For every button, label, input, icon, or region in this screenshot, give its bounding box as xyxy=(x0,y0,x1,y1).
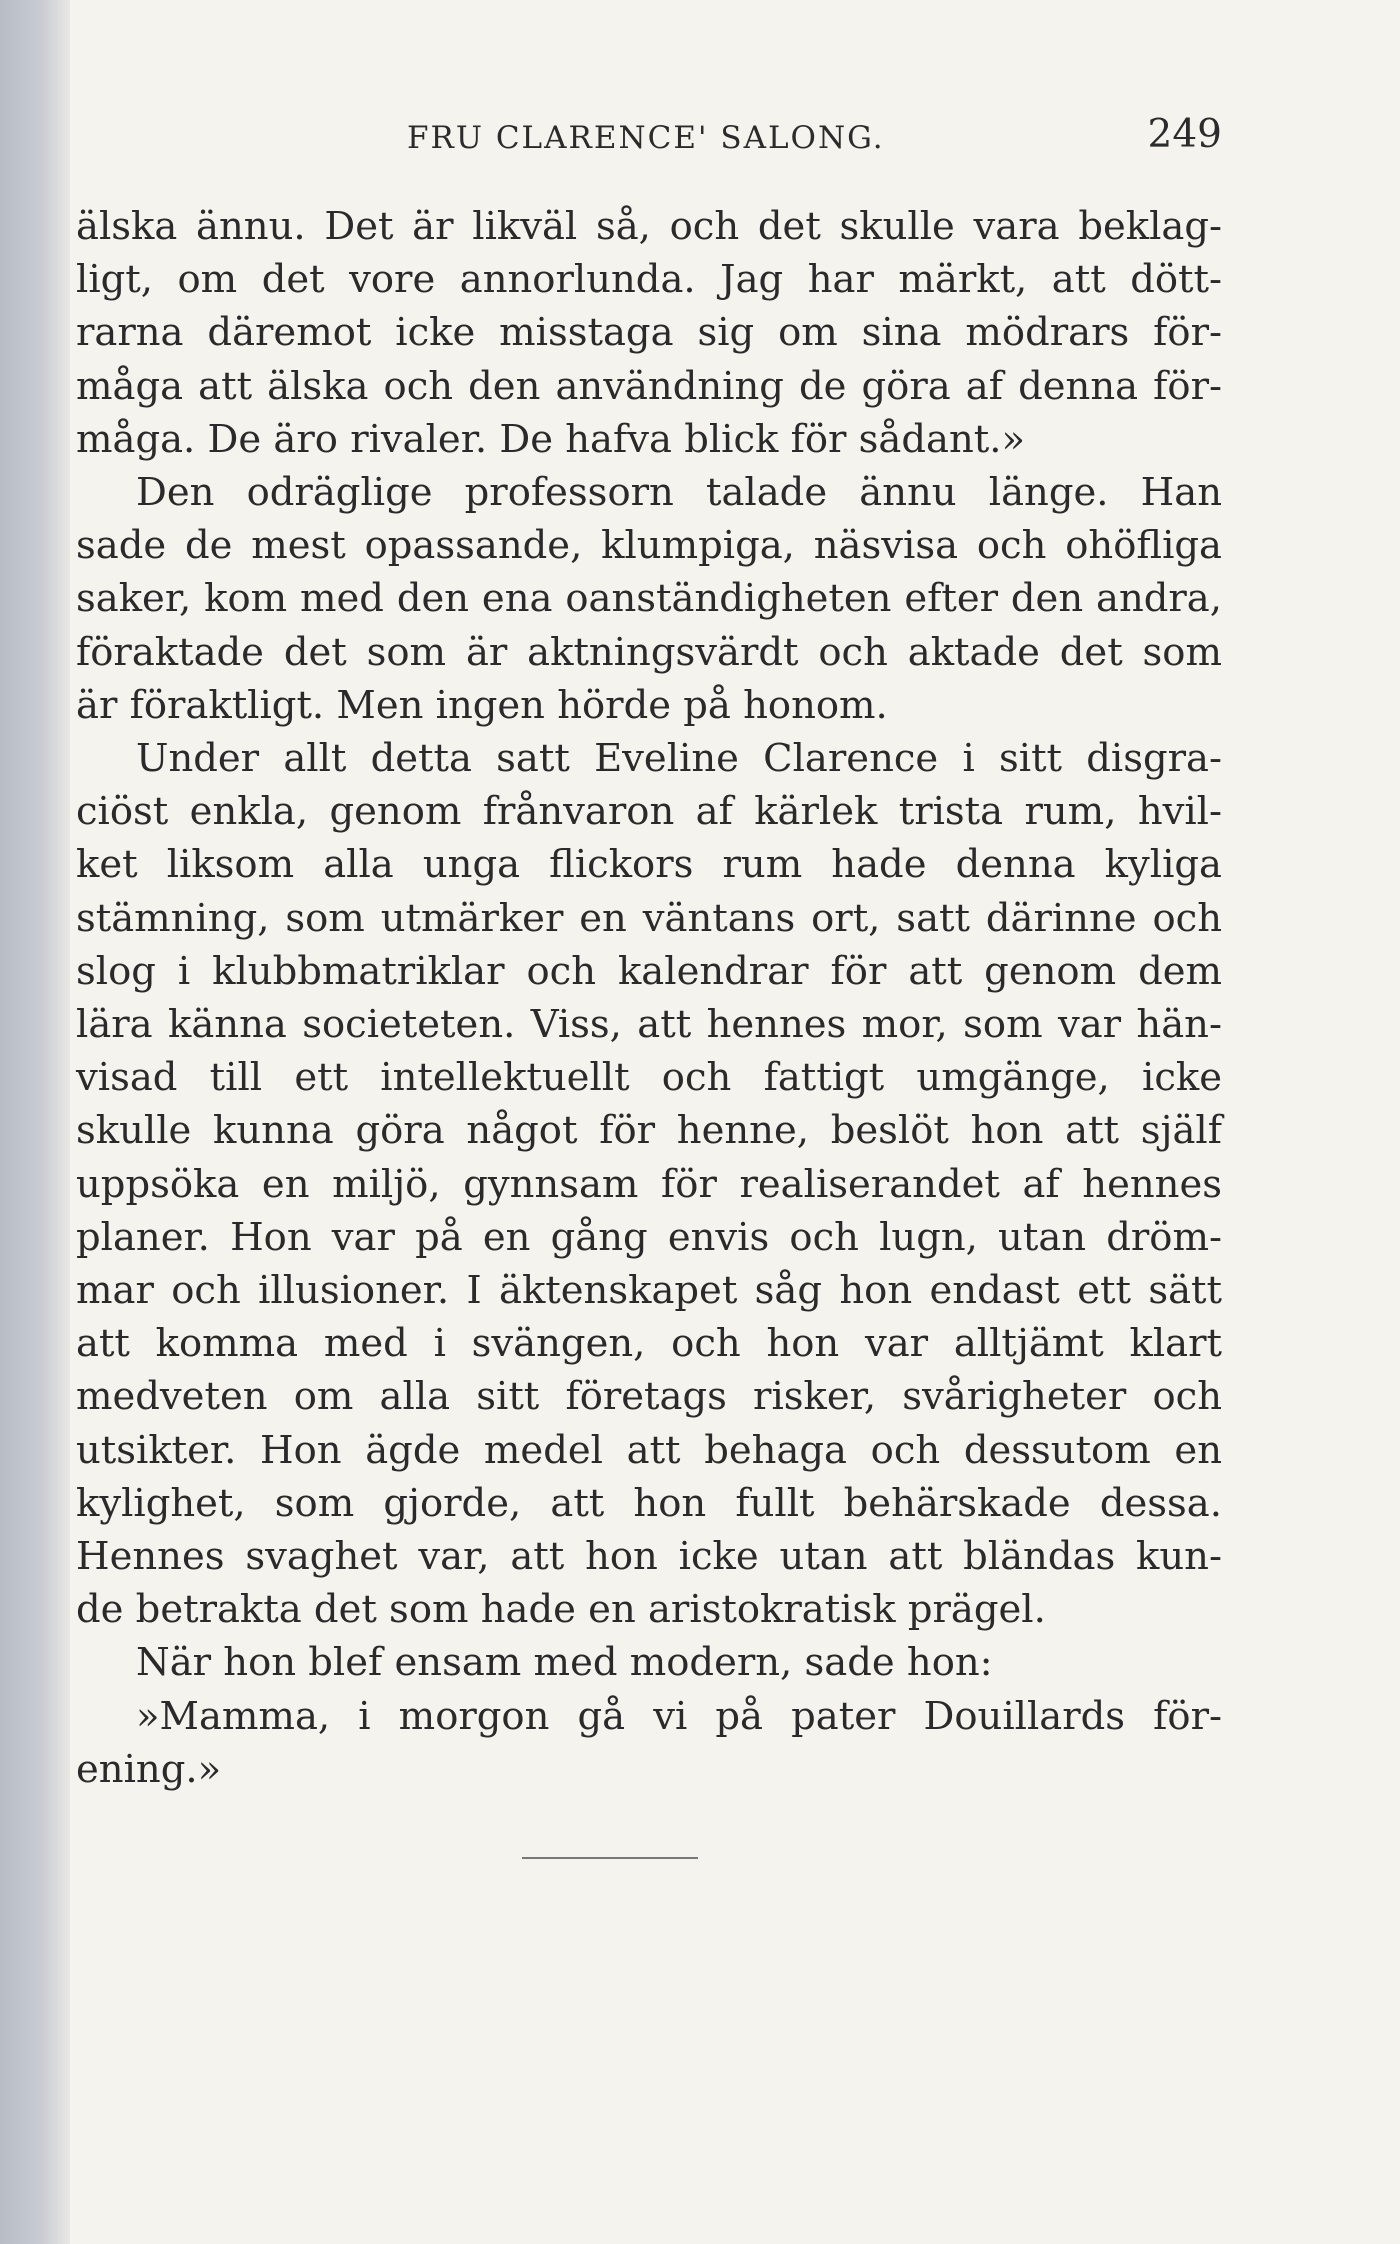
text-line: ciöst enkla, genom frånvaron af kärlek trista rum, hvil- xyxy=(76,789,1222,835)
text-line: är föraktligt. Men ingen hörde på honom. xyxy=(76,682,888,728)
text-line: slog i klubbmatriklar och kalendrar för att genom dem xyxy=(76,948,1222,994)
text-line: När hon blef ensam med modern, sade hon: xyxy=(136,1640,993,1686)
text-line: lära känna societeten. Viss, att hennes mor, som var hän- xyxy=(76,1002,1222,1048)
text-line: saker, kom med den ena oanständigheten efter den andra, xyxy=(76,576,1222,622)
text-line: Under allt detta satt Eveline Clarence i sitt disgra- xyxy=(136,736,1222,782)
text-line: skulle kunna göra något för henne, beslöt hon att själf xyxy=(76,1108,1222,1154)
text-line: Den odräglige professorn talade ännu länge. Han xyxy=(136,470,1222,516)
text-line: ening.» xyxy=(76,1746,222,1792)
text-line: ket liksom alla unga flickors rum hade denna kyliga xyxy=(76,842,1222,888)
text-line: måga att älska och den användning de göra af denna för- xyxy=(76,363,1222,409)
text-line: älska ännu. Det är likväl så, och det skulle vara beklag- xyxy=(76,204,1222,249)
text-line: planer. Hon var på en gång envis och lugn, utan dröm- xyxy=(76,1214,1222,1260)
text-line: att komma med i svängen, och hon var alltjämt klart xyxy=(76,1321,1222,1367)
text-line: sade de mest opassande, klumpiga, näsvisa och ohöfliga xyxy=(76,523,1222,569)
page-number: 249 xyxy=(1147,112,1222,157)
text-line: ligt, om det vore annorlunda. Jag har märkt, att dött- xyxy=(76,257,1222,303)
text-line: rarna däremot icke misstaga sig om sina mödrars för- xyxy=(76,310,1222,356)
running-title: FRU CLARENCE' SALONG. xyxy=(407,120,885,156)
page-edge-shadow xyxy=(0,0,70,2244)
text-line: »Mamma, i morgon gå vi på pater Douillards för- xyxy=(136,1693,1222,1739)
text-line: mar och illusioner. I äktenskapet såg hon endast ett sätt xyxy=(76,1268,1222,1314)
section-divider xyxy=(522,1857,698,1859)
text-line: visad till ett intellektuellt och fattigt umgänge, icke xyxy=(76,1055,1222,1101)
text-line: föraktade det som är aktningsvärdt och aktade det som xyxy=(76,629,1222,675)
text-line: Hennes svaghet var, att hon icke utan att bländas kun- xyxy=(76,1534,1222,1580)
text-line: medveten om alla sitt företags risker, svårigheter och xyxy=(76,1374,1222,1420)
text-line: kylighet, som gjorde, att hon fullt behärskade dessa. xyxy=(76,1480,1222,1526)
page-header xyxy=(72,112,1222,162)
text-line: de betrakta det som hade en aristokratisk prägel. xyxy=(76,1587,1046,1633)
text-line: stämning, som utmärker en väntans ort, satt därinne och xyxy=(76,895,1222,941)
text-line: uppsöka en miljö, gynnsam för realiserandet af hennes xyxy=(76,1161,1222,1207)
body-text xyxy=(76,200,1222,1796)
text-line: utsikter. Hon ägde medel att behaga och dessutom en xyxy=(76,1427,1222,1473)
text-line: måga. De äro rivaler. De hafva blick för sådant.» xyxy=(76,416,1026,462)
